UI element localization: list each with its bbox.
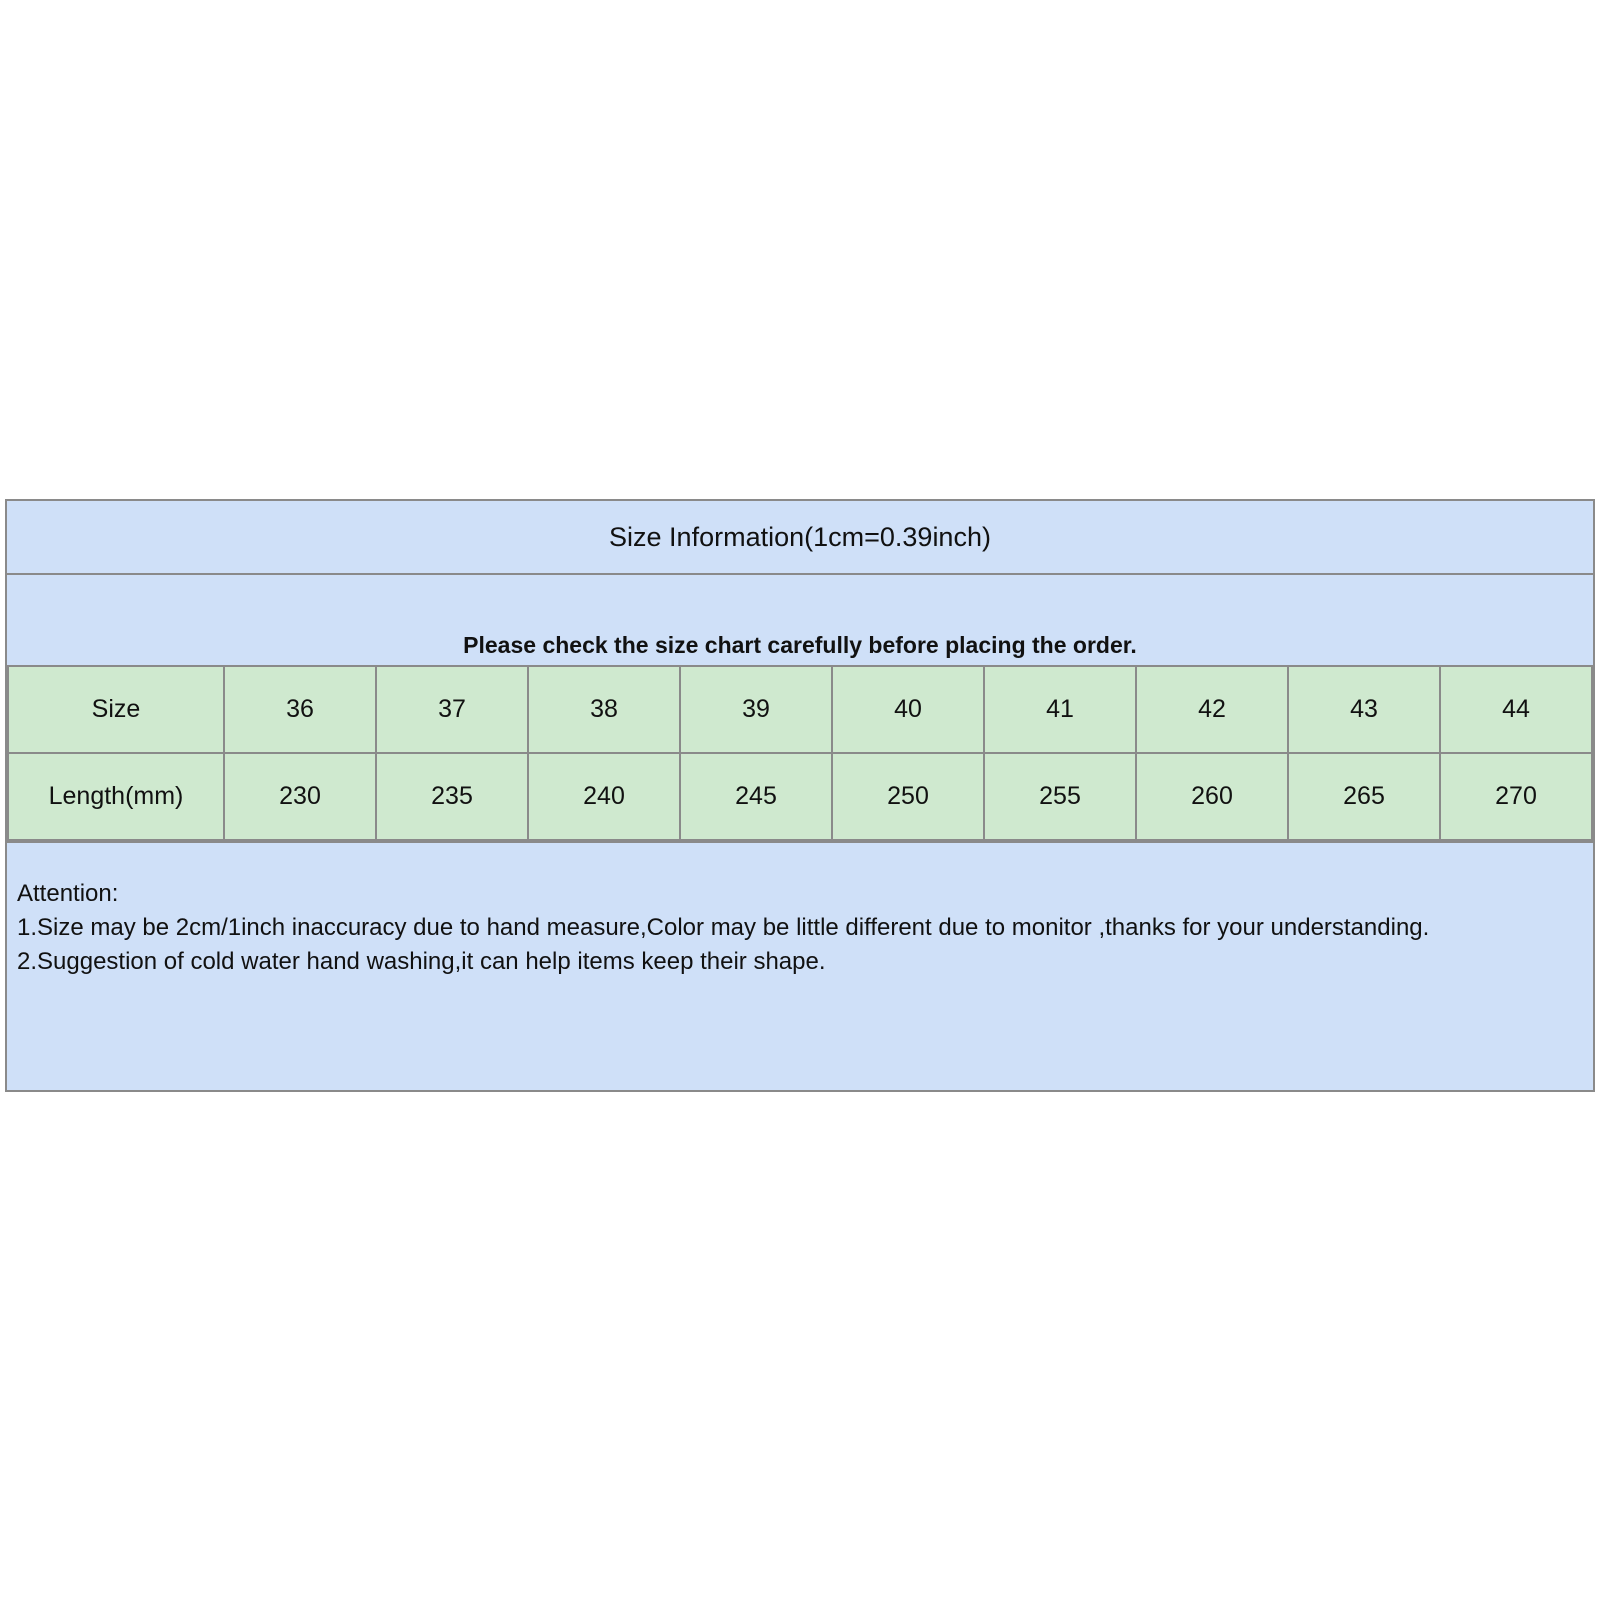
row-header-size: Size (8, 666, 224, 753)
size-table (7, 665, 1593, 841)
chart-note-row (7, 575, 1593, 665)
length-cell-44: 270 (1440, 753, 1592, 840)
length-cell-40: 250 (832, 753, 984, 840)
size-cell-41: 41 (984, 666, 1136, 753)
length-cell-37: 235 (376, 753, 528, 840)
length-cell-41: 255 (984, 753, 1136, 840)
size-cell-44: 44 (1440, 666, 1592, 753)
table-row (8, 666, 1592, 753)
size-cell-38: 38 (528, 666, 680, 753)
length-cell-38: 240 (528, 753, 680, 840)
size-cell-37: 37 (376, 666, 528, 753)
attention-heading: Attention: (17, 880, 119, 907)
length-cell-43: 265 (1288, 753, 1440, 840)
size-cell-43: 43 (1288, 666, 1440, 753)
length-cell-39: 245 (680, 753, 832, 840)
size-chart-note: Please check the size chart carefully before placing the order. (463, 632, 1137, 658)
page-title: Size Information(1cm=0.39inch) (609, 521, 991, 552)
row-header-length: Length(mm) (8, 753, 224, 840)
size-cell-39: 39 (680, 666, 832, 753)
size-cell-40: 40 (832, 666, 984, 753)
size-cell-36: 36 (224, 666, 376, 753)
length-cell-36: 230 (224, 753, 376, 840)
table-row (8, 753, 1592, 840)
attention-section (7, 841, 1593, 1090)
length-cell-42: 260 (1136, 753, 1288, 840)
size-information-chart (5, 499, 1595, 1092)
size-cell-42: 42 (1136, 666, 1288, 753)
attention-line-1: 1.Size may be 2cm/1inch inaccuracy due to hand measure,Color may be little different due to monitor ,thanks for your understanding. (17, 914, 1430, 941)
attention-line-2: 2.Suggestion of cold water hand washing,it can help items keep their shape. (17, 948, 826, 975)
chart-title-row (7, 501, 1593, 575)
